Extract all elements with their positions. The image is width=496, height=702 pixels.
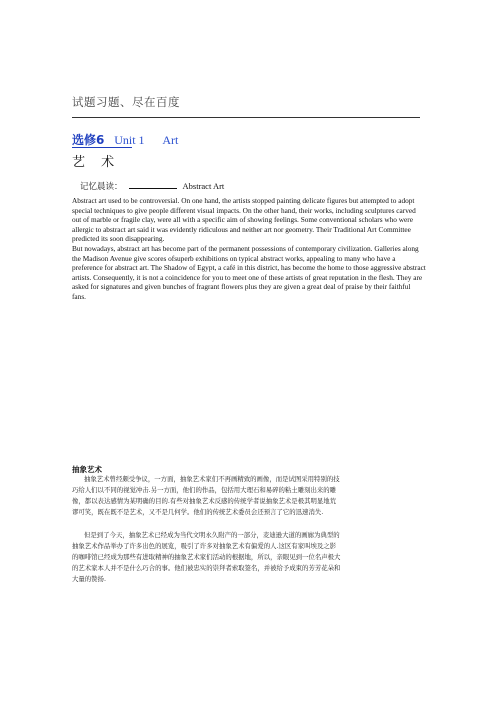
- english-line: Abstract art used to be controversial. On one hand, the artists stopped painting delicate figures but attempted to adopt: [72, 196, 415, 205]
- section-subtitle: 艺 术: [72, 155, 121, 170]
- chinese-line: 像，都以表达感情为某明确的目的.有些对抽象艺术反感的传统学者说抽象艺术是极其明显地荒: [72, 497, 337, 505]
- english-line: predicted its soon disappearing.: [72, 234, 165, 244]
- chinese-line: 大量的赞扬.: [72, 575, 106, 583]
- header-divider: [72, 117, 420, 118]
- unit-label: Unit 1: [114, 133, 145, 147]
- english-line: asked for signatures and given bunches of fragrant flowers plus they are given a great deal of praise by their faithful: [72, 282, 411, 292]
- english-line: preference for abstract art. The Shadow of Egypt, a café in this district, has become the home to those aggressive abstract: [72, 263, 426, 273]
- chinese-line: 但是到了今天，抽象艺术已经成为当代文明永久附产的一部分，麦迪逊大道的画廊为典型的: [84, 531, 340, 539]
- english-line: artists. Consequently, it is not a coincidence for you to meet one of these artists of great reputation in the flesh. They are: [72, 272, 423, 282]
- english-line: fans.: [72, 291, 86, 301]
- english-passage: [72, 196, 424, 302]
- chinese-line: 的艺术家本人并不是什么巧合的事。他们被忠实的崇拜者索取签名，并被给予成束的芳芳花朵和: [72, 564, 341, 572]
- page-header: 试题习题、尽在百度: [72, 95, 180, 109]
- english-line: But nowadays, abstract art has become part of the permanent possessions of contemporary civilization. Galleries along: [72, 243, 419, 253]
- unit-heading: [72, 131, 178, 148]
- chinese-title: 抽象艺术: [72, 465, 102, 474]
- unit-underline: [72, 147, 132, 148]
- chinese-line: 谬可笑，既在既不是艺术，又不是几何学。他们的传统艺术委员会还预言了它的迅速消失.: [72, 508, 324, 516]
- unit-topic: Art: [162, 133, 179, 147]
- english-line: the Madison Avenue give scores ofsuperb exhibitions on typical abstract works, appealing to many who have a: [72, 253, 396, 263]
- english-line: out of marble or fragile clay, were all with a specific aim of showing feelings. Some conventional scholars who were: [72, 215, 413, 225]
- chinese-paragraph-1: [72, 474, 424, 518]
- memory-reading-line: [80, 180, 224, 192]
- memory-label: 记忆晨读：: [80, 182, 123, 192]
- chinese-line: 巧给人们以不同的视觉冲击.另一方面，他们的作品，包括用大理石和易碎的粘土雕刻出来的雕: [72, 486, 337, 494]
- english-line: special techniques to give people different visual impacts. On the other hand, their works, including sculptures carved: [72, 205, 416, 215]
- chinese-line: 抽象艺术作品举办了许多出色的展览，吸引了许多对抽象艺术有偏爱的人.这区有家叫埃及之影: [72, 542, 337, 550]
- english-line: allergic to abstract art said it was evidently ridiculous and neither art nor geometry. Their Traditional Art Committee: [72, 224, 411, 234]
- chinese-paragraph-2: [72, 530, 424, 585]
- passage-title: Abstract Art: [182, 181, 225, 191]
- chinese-line: 的咖啡馆已经成为那些有进取精神的抽象艺术家们活动的根据地，所以，亲眼见到一位名声极大: [72, 553, 341, 561]
- elective-label: 选修6: [72, 133, 105, 147]
- chinese-line: 抽象艺术曾经颇受争议，一方面，抽象艺术家们不再画精致的画像，而是试图采用特别的技: [84, 475, 340, 483]
- fill-blank: [129, 181, 177, 189]
